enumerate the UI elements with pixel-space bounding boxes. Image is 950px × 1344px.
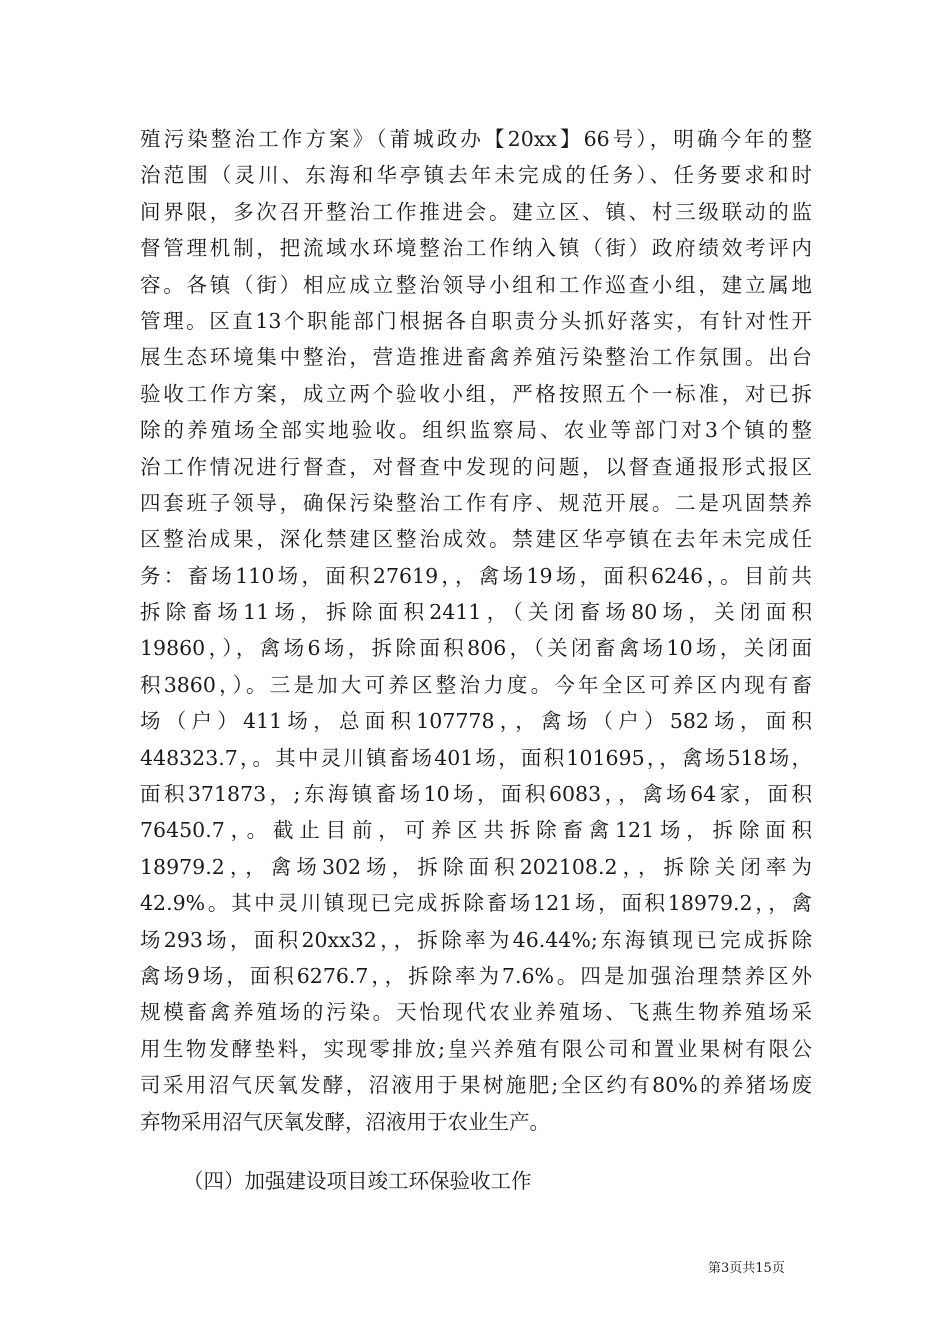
body-paragraph bbox=[140, 121, 812, 1140]
paragraph-line: 治范围（灵川、东海和华亭镇去年未完成的任务）、任务要求和时 bbox=[140, 163, 812, 188]
paragraph-line: 治工作情况进行督查，对督查中发现的问题，以督查通报形式报区 bbox=[140, 454, 812, 479]
paragraph-line: 管理。区直13个职能部门根据各自职责分头抓好落实，有针对性开 bbox=[140, 308, 812, 333]
page-number-footer: 第3页共15页 bbox=[708, 1261, 785, 1276]
paragraph-line: 场（户）411场，总面积107778，，禽场（户）582场，面积 bbox=[140, 709, 812, 734]
paragraph-line: 拆除畜场11场，拆除面积2411，（关闭畜场80场，关闭面积 bbox=[140, 600, 812, 625]
paragraph-line: 76450.7，。截止目前，可养区共拆除畜禽121场，拆除面积 bbox=[140, 818, 812, 843]
paragraph-line: 务：畜场110场，面积27619，，禽场19场，面积6246，。目前共 bbox=[140, 563, 812, 588]
paragraph-line: 间界限，多次召开整治工作推进会。建立区、镇、村三级联动的监 bbox=[140, 199, 812, 224]
paragraph-line: 18979.2，，禽场302场，拆除面积202108.2，，拆除关闭率为 bbox=[140, 854, 812, 879]
paragraph-line: 积3860，）。三是加大可养区整治力度。今年全区可养区内现有畜 bbox=[140, 672, 812, 697]
paragraph-line: 禽场9场，面积6276.7，，拆除率为7.6%。四是加强治理禁养区外 bbox=[140, 963, 812, 988]
paragraph-line: 督管理机制，把流域水环境整治工作纳入镇（街）政府绩效考评内 bbox=[140, 236, 812, 261]
paragraph-line: 司采用沼气厌氧发酵，沼液用于果树施肥;全区约有80%的养猪场废 bbox=[140, 1073, 812, 1098]
paragraph-line: 展生态环境集中整治，营造推进畜禽养殖污染整治工作氛围。出台 bbox=[140, 345, 812, 370]
paragraph-line: 区整治成果，深化禁建区整治成效。禁建区华亭镇在去年未完成任 bbox=[140, 527, 812, 552]
paragraph-line: 42.9%。其中灵川镇现已完成拆除畜场121场，面积18979.2，，禽 bbox=[140, 891, 812, 916]
paragraph-line: 弃物采用沼气厌氧发酵，沼液用于农业生产。 bbox=[140, 1109, 550, 1134]
paragraph-line: 场293场，面积20xx32，，拆除率为46.44%;东海镇现已完成拆除 bbox=[140, 927, 812, 952]
paragraph-line: 规模畜禽养殖场的污染。天怡现代农业养殖场、飞燕生物养殖场采 bbox=[140, 1000, 812, 1025]
paragraph-line: 19860，），禽场6场，拆除面积806，（关闭畜禽场10场，关闭面 bbox=[140, 636, 812, 661]
paragraph-line: 四套班子领导，确保污染整治工作有序、规范开展。二是巩固禁养 bbox=[140, 490, 812, 515]
paragraph-line: 殖污染整治工作方案》（莆城政办【20xx】66号），明确今年的整 bbox=[140, 127, 812, 151]
paragraph-line: 验收工作方案，成立两个验收小组，严格按照五个一标准，对已拆 bbox=[140, 381, 812, 406]
paragraph-line: 448323.7，。其中灵川镇畜场401场，面积101695，，禽场518场， bbox=[140, 745, 812, 770]
paragraph-line: 除的养殖场全部实地验收。组织监察局、农业等部门对3个镇的整 bbox=[140, 418, 812, 443]
paragraph-line: 用生物发酵垫料，实现零排放;皇兴养殖有限公司和置业果树有限公 bbox=[140, 1036, 812, 1061]
section-heading: （四）加强建设项目竣工环保验收工作 bbox=[183, 1169, 532, 1193]
paragraph-line: 容。各镇（街）相应成立整治领导小组和工作巡查小组，建立属地 bbox=[140, 272, 812, 297]
paragraph-line: 面积371873，;东海镇畜场10场，面积6083，，禽场64家，面积 bbox=[140, 782, 812, 807]
